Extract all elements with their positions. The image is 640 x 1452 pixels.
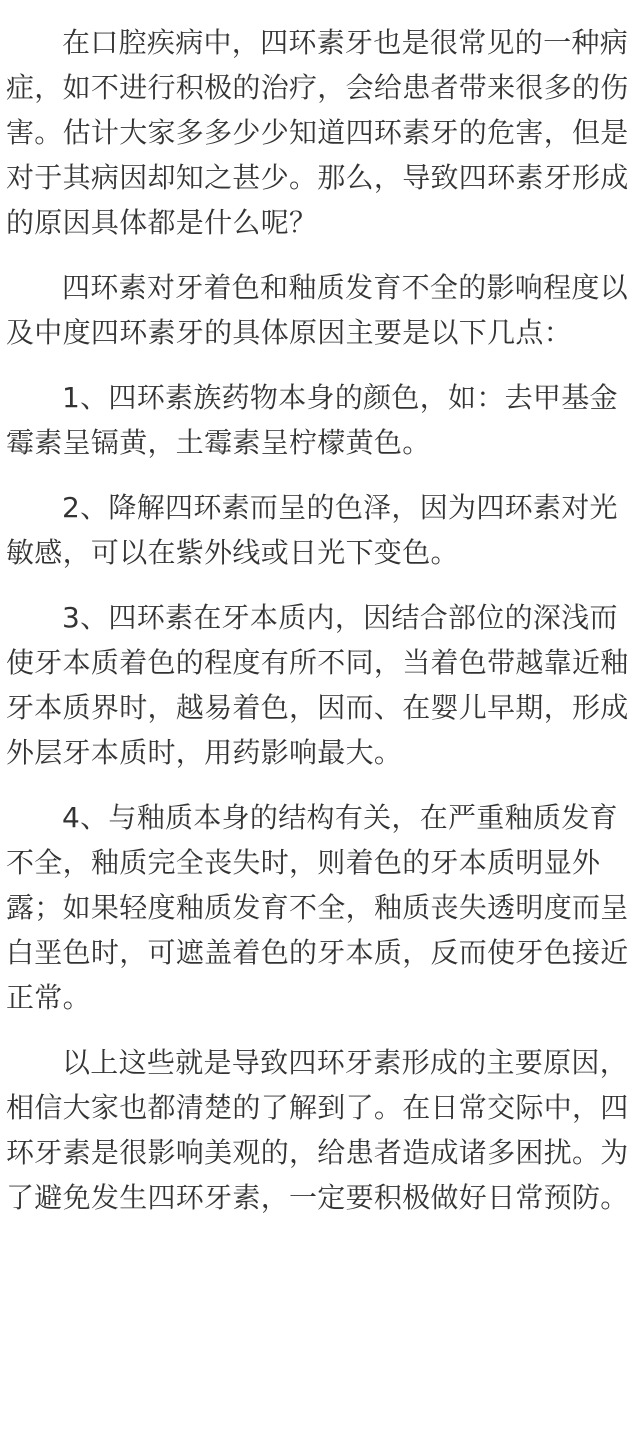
paragraph-cause-4: 4、与釉质本身的结构有关，在严重釉质发育不全，釉质完全丧失时，则着色的牙本质明显外露；如果轻度釉质发育不全，釉质丧失透明度而呈白垩色时，可遮盖着色的牙本质，反而使牙色接近正常。: [6, 801, 629, 1014]
paragraph-cause-2: 2、降解四环素而呈的色泽，因为四环素对光敏感，可以在紫外线或日光下变色。: [6, 491, 618, 569]
paragraph-conclusion: 以上这些就是导致四环牙素形成的主要原因，相信大家也都清楚的了解到了。在日常交际中，四环牙素是很影响美观的，给患者造成诸多困扰。为了避免发生四环牙素，一定要积极做好日常预防。: [6, 1046, 629, 1214]
paragraph-cause-1: 1、四环素族药物本身的颜色，如：去甲基金霉素呈镉黄，土霉素呈柠檬黄色。: [6, 381, 618, 459]
paragraph-intro: 在口腔疾病中，四环素牙也是很常见的一种病症，如不进行积极的治疗，会给患者带来很多的伤害。估计大家多多少少知道四环素牙的危害，但是对于其病因却知之甚少。那么，导致四环素牙形成的原因具体都是什么呢？: [6, 26, 629, 239]
paragraph-causes-intro: 四环素对牙着色和釉质发育不全的影响程度以及中度四环素牙的具体原因主要是以下几点：: [6, 271, 629, 349]
paragraph-cause-3: 3、四环素在牙本质内，因结合部位的深浅而使牙本质着色的程度有所不同，当着色带越靠近釉牙本质界时，越易着色，因而、在婴儿早期，形成外层牙本质时，用药影响最大。: [6, 601, 629, 769]
